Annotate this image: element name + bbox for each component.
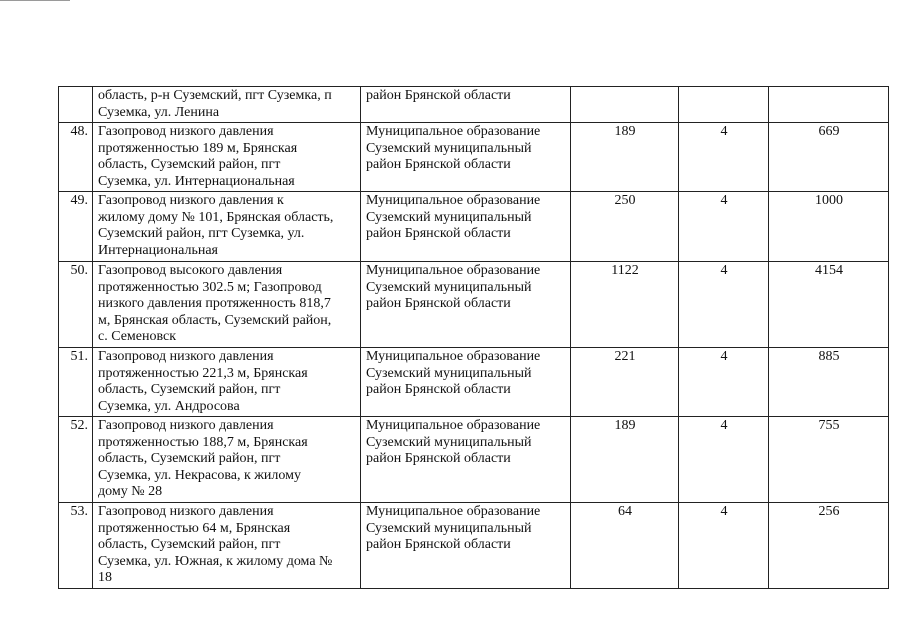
owner-line: Суземский муниципальный — [366, 140, 532, 156]
owner-line: район Брянской области — [366, 382, 511, 397]
description-line: 18 — [98, 570, 112, 585]
length-value: 221 — [571, 348, 679, 417]
table-row — [59, 503, 889, 589]
object-description — [93, 87, 361, 123]
length-value: 189 — [571, 417, 679, 503]
owner-name — [361, 87, 571, 123]
cost-value — [769, 87, 889, 123]
description-line: Суземка, ул. Интернациональная — [98, 173, 295, 189]
object-description — [93, 192, 361, 262]
owner-line: Суземский муниципальный — [366, 434, 532, 450]
description-line: Интернациональная — [98, 242, 218, 258]
cost-value: 669 — [769, 123, 889, 192]
category-value: 4 — [679, 262, 769, 348]
description-line: Газопровод низкого давления — [98, 418, 274, 433]
table-row — [59, 348, 889, 417]
owner-line: Муниципальное образование — [366, 418, 541, 433]
description-line: с. Семеновск — [98, 329, 177, 344]
description-line: область, Суземский район, пгт — [98, 537, 281, 552]
description-line: область, Суземский район, пгт — [98, 157, 281, 172]
description-line: протяженностью 302.5 м; Газопровод — [98, 279, 322, 295]
category-value: 4 — [679, 503, 769, 589]
row-number: 52. — [59, 417, 93, 503]
owner-line: Суземский муниципальный — [366, 520, 532, 536]
owner-name — [361, 417, 571, 503]
cost-value: 4154 — [769, 262, 889, 348]
owner-line: Муниципальное образование — [366, 193, 541, 208]
length-value: 1122 — [571, 262, 679, 348]
owner-line: Муниципальное образование — [366, 263, 541, 278]
owner-line: район Брянской области — [366, 157, 511, 172]
category-value — [679, 87, 769, 123]
object-description — [93, 417, 361, 503]
table-row — [59, 192, 889, 262]
table-row — [59, 262, 889, 348]
scan-corner-mark — [0, 0, 70, 1]
row-number: 48. — [59, 123, 93, 192]
description-line: Суземка, ул. Андросова — [98, 398, 240, 414]
category-value: 4 — [679, 123, 769, 192]
category-value: 4 — [679, 348, 769, 417]
description-line: дому № 28 — [98, 484, 163, 499]
row-number: 49. — [59, 192, 93, 262]
owner-line: район Брянской области — [366, 88, 511, 103]
length-value — [571, 87, 679, 123]
description-line: область, р-н Суземский, пгт Суземка, п — [98, 88, 332, 103]
table-row — [59, 87, 889, 123]
description-line: протяженностью 188,7 м, Брянская — [98, 434, 308, 450]
description-line: Газопровод высокого давления — [98, 263, 283, 278]
length-value: 189 — [571, 123, 679, 192]
cost-value: 256 — [769, 503, 889, 589]
description-line: Суземский район, пгт Суземка, ул. — [98, 226, 305, 241]
table-row — [59, 123, 889, 192]
row-number: 51. — [59, 348, 93, 417]
row-number: 53. — [59, 503, 93, 589]
description-line: Суземка, ул. Южная, к жилому дома № — [98, 553, 333, 569]
row-number — [59, 87, 93, 123]
owner-name — [361, 123, 571, 192]
object-description — [93, 262, 361, 348]
cost-value: 885 — [769, 348, 889, 417]
description-line: жилому дому № 101, Брянская область, — [98, 209, 334, 225]
description-line: Газопровод низкого давления к — [98, 193, 284, 208]
object-description — [93, 348, 361, 417]
row-number: 50. — [59, 262, 93, 348]
description-line: Газопровод низкого давления — [98, 349, 274, 364]
owner-name — [361, 348, 571, 417]
description-line: низкого давления протяженность 818,7 — [98, 296, 331, 311]
category-value: 4 — [679, 192, 769, 262]
length-value: 250 — [571, 192, 679, 262]
owner-line: район Брянской области — [366, 226, 511, 241]
table-body — [59, 87, 889, 589]
object-description — [93, 503, 361, 589]
cost-value: 1000 — [769, 192, 889, 262]
owner-line: Суземский муниципальный — [366, 209, 532, 225]
owner-line: район Брянской области — [366, 537, 511, 552]
owner-name — [361, 192, 571, 262]
description-line: Суземка, ул. Ленина — [98, 104, 220, 120]
description-line: м, Брянская область, Суземский район, — [98, 312, 332, 328]
owner-line: Суземский муниципальный — [366, 365, 532, 381]
property-table — [58, 86, 889, 589]
owner-name — [361, 503, 571, 589]
description-line: Газопровод низкого давления — [98, 504, 274, 519]
owner-line: Суземский муниципальный — [366, 279, 532, 295]
owner-name — [361, 262, 571, 348]
description-line: область, Суземский район, пгт — [98, 382, 281, 397]
owner-line: Муниципальное образование — [366, 124, 541, 139]
object-description — [93, 123, 361, 192]
description-line: Суземка, ул. Некрасова, к жилому — [98, 467, 302, 483]
description-line: протяженностью 64 м, Брянская — [98, 520, 291, 536]
description-line: область, Суземский район, пгт — [98, 451, 281, 466]
description-line: протяженностью 189 м, Брянская — [98, 140, 298, 156]
owner-line: Муниципальное образование — [366, 504, 541, 519]
description-line: протяженностью 221,3 м, Брянская — [98, 365, 308, 381]
table-row — [59, 417, 889, 503]
owner-line: район Брянской области — [366, 451, 511, 466]
owner-line: район Брянской области — [366, 296, 511, 311]
length-value: 64 — [571, 503, 679, 589]
description-line: Газопровод низкого давления — [98, 124, 274, 139]
owner-line: Муниципальное образование — [366, 349, 541, 364]
category-value: 4 — [679, 417, 769, 503]
cost-value: 755 — [769, 417, 889, 503]
